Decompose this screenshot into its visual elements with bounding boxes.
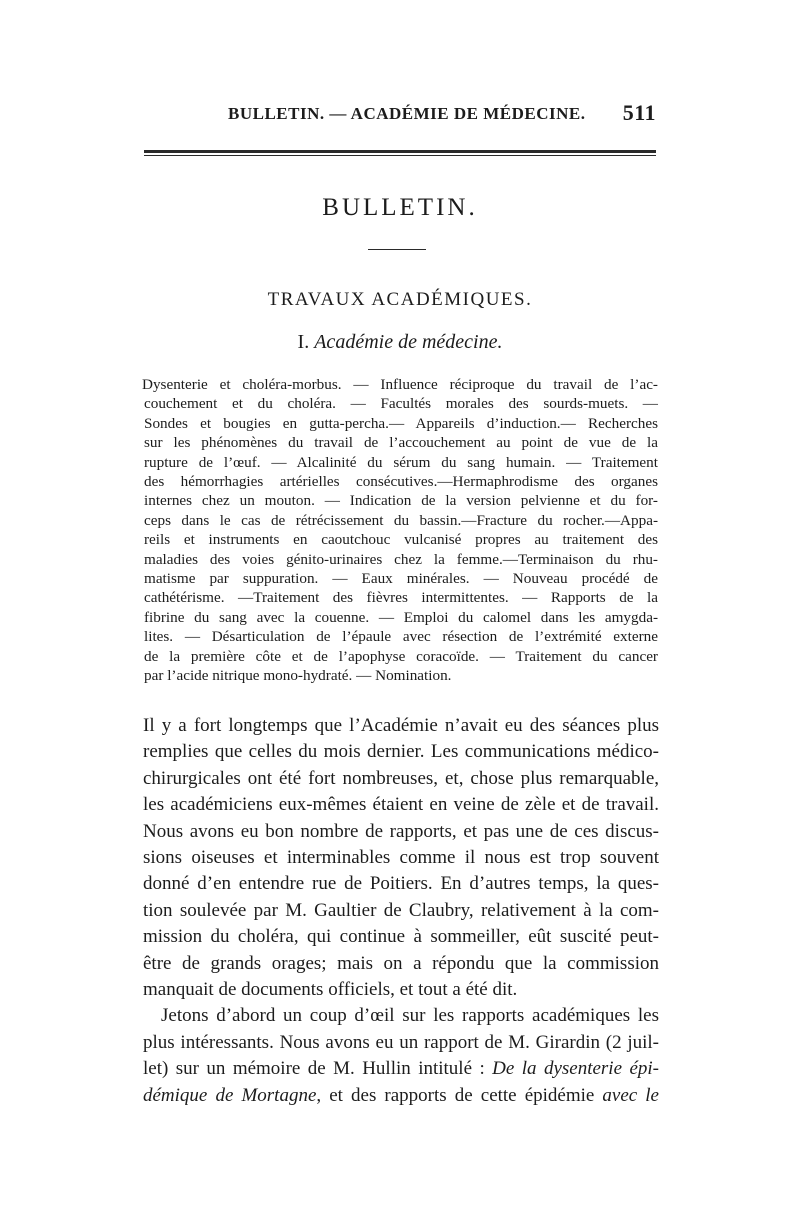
summary-line: lites. — Désarticulation de l’épaule avec résection de l’extrémité externe [144,628,658,646]
header-rule-thick [144,150,656,153]
body-text-roman: , et des rapports de cette épidémie [316,1084,603,1106]
body-line: sions oiseuses et interminables comme il nous est trop souvent [143,847,659,869]
body-line: Il y a fort longtemps que l’Académie n’avait eu des séances plus [143,715,659,736]
subsection-heading [0,331,800,354]
body-line: manquait de documents officiels, et tout a été dit. [143,979,518,1001]
body-line: être de grands orages; mais on a répondu que la commission [143,952,659,974]
summary-line: de la première côte et de l’apophyse coracoïde. — Traitement du cancer [144,647,658,665]
summary-line: reils et instruments en caoutchouc vulcanisé propres au traitement des [144,531,658,549]
summary-line: rupture de l’œuf. — Alcalinité du sérum du sang humain. — Traitement [144,453,658,471]
body-text-roman: let) sur un mémoire de M. Hullin intitulé : [143,1058,493,1080]
subsection-name: Académie de médecine. [314,331,503,353]
subsection-number: I. [297,331,310,353]
running-head-title: BULLETIN. — ACADÉMIE DE MÉDECINE. [228,104,586,123]
summary-line: par l’acide nitrique mono-hydraté. — Nomination. [144,667,452,685]
body-paragraphs [143,713,659,1109]
summary-line: des hémorrhagies artérielles consécutives.—Hermaphrodisme des organes [144,473,658,491]
section-heading: TRAVAUX ACADÉMIQUES. [267,289,533,310]
body-line: donné d’en entendre rue de Poitiers. En d’autres temps, la ques- [143,873,659,895]
summary-line: matisme par suppuration. — Eaux minérales. — Nouveau procédé de [144,570,658,588]
body-line: chirurgicales ont été fort nombreuses, et, chose plus remarquable, [143,767,659,789]
bulletin-title: BULLETIN. [322,194,478,221]
body-line: les académiciens eux-mêmes étaient en veine de zèle et de travail. [143,794,659,816]
summary-line: sur les phénomènes du travail de l’accouchement au point de vue de la [144,434,658,452]
summary-line: fibrine du sang avec la couenne. — Emploi du calomel dans les amygda- [144,608,658,626]
summary-line: internes chez un mouton. — Indication de la version pelvienne et du for- [144,492,658,510]
body-text-italic: De la dysenterie épi- [492,1058,659,1080]
summary-line: couchement et du choléra. — Facultés morales des sourds-muets. — [144,395,658,413]
body-text-italic: démique de Mortagne [143,1084,317,1106]
body-line: Jetons d’abord un coup d’œil sur les rapports académiques les [161,1005,659,1027]
summary-line: Sondes et bougies en gutta-percha.— Appareils d’induction.— Recherches [144,414,658,432]
title-divider [368,249,426,250]
page-number: 511 [622,100,656,125]
body-line: plus intéressants. Nous avons eu un rapport de M. Girardin (2 juil- [143,1031,659,1053]
body-line: tion soulevée par M. Gaultier de Claubry, relativement à la com- [143,899,659,921]
summary-line: cathétérisme. —Traitement des fièvres intermittentes. — Rapports de la [144,589,658,607]
body-line: remplies que celles du mois dernier. Les communications médico- [143,741,659,763]
summary-line: Dysenterie et choléra-morbus. — Influence réciproque du travail de l’ac- [142,376,658,393]
body-text-italic: avec le [602,1084,659,1106]
running-head [228,100,656,130]
summary-line: maladies des voies génito-urinaires chez la femme.—Terminaison du rhu- [144,550,658,568]
header-rule-thin [144,155,656,156]
body-line: mission du choléra, qui continue à sommeiller, eût suscité peut- [143,926,659,948]
summary-line: ceps dans le cas de rétrécissement du bassin.—Fracture du rocher.—Appa- [144,511,658,529]
body-line [143,1083,659,1109]
summary-paragraph [144,375,658,686]
body-line [143,1056,659,1082]
body-line: Nous avons eu bon nombre de rapports, et pas une de ces discus- [143,820,659,842]
